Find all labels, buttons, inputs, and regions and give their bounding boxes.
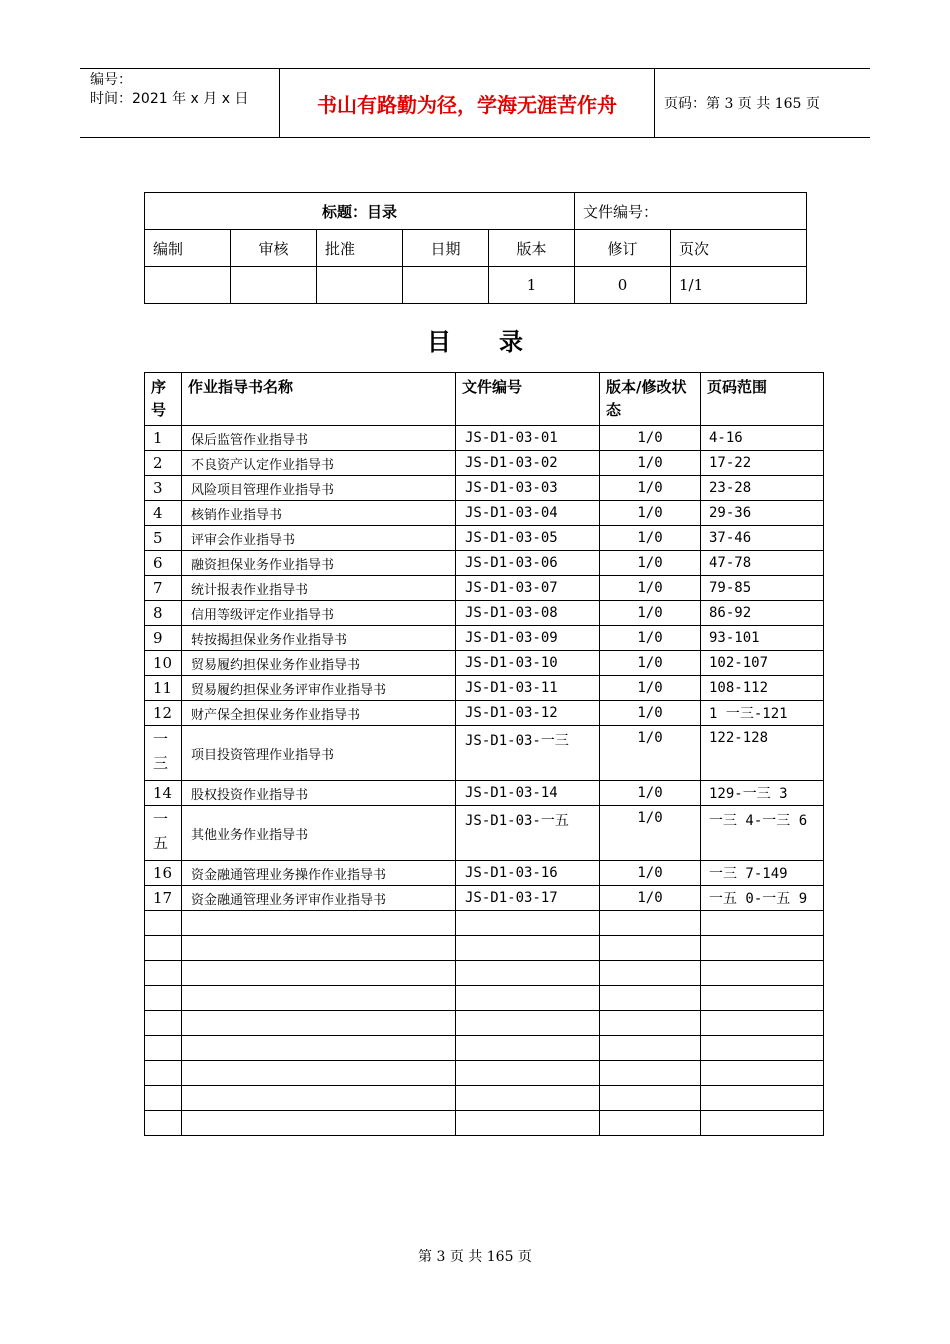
toc-empty-cell — [600, 986, 701, 1011]
toc-row-number: 一 五 — [145, 806, 182, 861]
toc-empty-cell — [701, 911, 824, 936]
toc-empty-cell — [145, 961, 182, 986]
toc-row-version: 1/0 — [600, 426, 701, 451]
toc-row — [145, 676, 824, 701]
toc-empty-row — [145, 911, 824, 936]
toc-empty-cell — [701, 1111, 824, 1136]
toc-empty-cell — [182, 1086, 456, 1111]
toc-empty-cell — [145, 1086, 182, 1111]
toc-row — [145, 651, 824, 676]
toc-row-code: JS-D1-03-10 — [456, 651, 600, 676]
meta-val — [317, 267, 403, 304]
toc-row-number: 12 — [145, 701, 182, 726]
meta-col: 日期 — [403, 230, 489, 267]
toc-row — [145, 601, 824, 626]
toc-header-no: 序号 — [145, 373, 182, 426]
toc-empty-cell — [600, 911, 701, 936]
meta-val — [231, 267, 317, 304]
toc-row-version: 1/0 — [600, 576, 701, 601]
toc-empty-cell — [456, 1086, 600, 1111]
toc-row-number: 1 — [145, 426, 182, 451]
toc-row — [145, 726, 824, 781]
toc-empty-cell — [701, 936, 824, 961]
meta-file-no: 文件编号： — [575, 193, 807, 230]
toc-row-version: 1/0 — [600, 626, 701, 651]
toc-row-version: 1/0 — [600, 726, 701, 781]
toc-empty-cell — [182, 911, 456, 936]
toc-empty-cell — [600, 1036, 701, 1061]
toc-row-pages: 29-36 — [701, 501, 824, 526]
toc-empty-cell — [182, 1111, 456, 1136]
toc-empty-cell — [701, 986, 824, 1011]
toc-empty-cell — [456, 911, 600, 936]
toc-row-name: 贸易履约担保业务评审作业指导书 — [182, 676, 456, 701]
toc-row-code: JS-D1-03-09 — [456, 626, 600, 651]
toc-row-pages: 4-16 — [701, 426, 824, 451]
toc-row-number: 3 — [145, 476, 182, 501]
toc-row-number: 一 三 — [145, 726, 182, 781]
toc-row-pages: 79-85 — [701, 576, 824, 601]
toc-row-name: 不良资产认定作业指导书 — [182, 451, 456, 476]
toc-row-version: 1/0 — [600, 476, 701, 501]
toc-row-name: 贸易履约担保业务作业指导书 — [182, 651, 456, 676]
toc-empty-cell — [600, 1011, 701, 1036]
toc-row-name: 核销作业指导书 — [182, 501, 456, 526]
meta-col: 审核 — [231, 230, 317, 267]
toc-empty-row — [145, 986, 824, 1011]
toc-row-pages: 122-128 — [701, 726, 824, 781]
toc-empty-row — [145, 961, 824, 986]
toc-row — [145, 576, 824, 601]
toc-header-row — [145, 373, 824, 426]
meta-col: 页次 — [671, 230, 807, 267]
toc-row-pages: 17-22 — [701, 451, 824, 476]
toc-row-pages: 23-28 — [701, 476, 824, 501]
toc-row-version: 1/0 — [600, 806, 701, 861]
toc-row-number: 9 — [145, 626, 182, 651]
toc-row-pages: 37-46 — [701, 526, 824, 551]
toc-empty-cell — [600, 1111, 701, 1136]
toc-row-pages: 47-78 — [701, 551, 824, 576]
toc-row-pages: 86-92 — [701, 601, 824, 626]
toc-empty-cell — [701, 1061, 824, 1086]
toc-row — [145, 781, 824, 806]
toc-empty-cell — [456, 936, 600, 961]
toc-row-name: 其他业务作业指导书 — [182, 806, 456, 861]
toc-empty-cell — [145, 1061, 182, 1086]
toc-empty-row — [145, 1111, 824, 1136]
document-title: 目录 — [427, 328, 571, 356]
meta-val — [145, 267, 231, 304]
toc-empty-cell — [182, 961, 456, 986]
toc-row-version: 1/0 — [600, 451, 701, 476]
toc-empty-cell — [145, 936, 182, 961]
header-motto: 书山有路勤为径，学海无涯苦作舟 — [280, 69, 655, 137]
toc-empty-cell — [456, 961, 600, 986]
toc-row — [145, 451, 824, 476]
toc-row-name: 转按揭担保业务作业指导书 — [182, 626, 456, 651]
toc-empty-cell — [145, 986, 182, 1011]
toc-row-code: JS-D1-03-17 — [456, 886, 600, 911]
meta-col: 批准 — [317, 230, 403, 267]
header-number: 编号： — [90, 72, 132, 88]
toc-row-version: 1/0 — [600, 501, 701, 526]
toc-row-code: JS-D1-03-02 — [456, 451, 600, 476]
toc-header-pages: 页码范围 — [701, 373, 824, 426]
toc-row-name: 股权投资作业指导书 — [182, 781, 456, 806]
meta-col: 修订 — [575, 230, 671, 267]
toc-header-name: 作业指导书名称 — [182, 373, 456, 426]
toc-row-code: JS-D1-03-一三 — [456, 726, 600, 781]
toc-row-version: 1/0 — [600, 551, 701, 576]
toc-row — [145, 886, 824, 911]
toc-row-name: 融资担保业务作业指导书 — [182, 551, 456, 576]
toc-row-code: JS-D1-03-03 — [456, 476, 600, 501]
toc-row — [145, 626, 824, 651]
toc-empty-cell — [600, 1061, 701, 1086]
meta-col: 编制 — [145, 230, 231, 267]
toc-row — [145, 426, 824, 451]
toc-empty-row — [145, 936, 824, 961]
toc-row-number: 7 — [145, 576, 182, 601]
toc-empty-row — [145, 1086, 824, 1111]
toc-empty-cell — [182, 1011, 456, 1036]
toc-row-code: JS-D1-03-04 — [456, 501, 600, 526]
toc-row — [145, 861, 824, 886]
toc-empty-cell — [145, 1011, 182, 1036]
toc-row-name: 资金融通管理业务评审作业指导书 — [182, 886, 456, 911]
toc-empty-cell — [600, 961, 701, 986]
toc-row-number: 4 — [145, 501, 182, 526]
toc-row-pages: 93-101 — [701, 626, 824, 651]
toc-empty-cell — [600, 936, 701, 961]
toc-row-version: 1/0 — [600, 781, 701, 806]
toc-row-code: JS-D1-03-07 — [456, 576, 600, 601]
toc-row-pages: 1 一三-121 — [701, 701, 824, 726]
toc-empty-cell — [182, 1036, 456, 1061]
toc-empty-cell — [456, 1036, 600, 1061]
toc-row-number: 16 — [145, 861, 182, 886]
meta-col: 版本 — [489, 230, 575, 267]
toc-row-number: 14 — [145, 781, 182, 806]
toc-empty-cell — [701, 1036, 824, 1061]
toc-row-pages: 102-107 — [701, 651, 824, 676]
toc-row — [145, 806, 824, 861]
meta-title: 标题：目录 — [145, 193, 575, 230]
toc-empty-cell — [182, 936, 456, 961]
toc-empty-cell — [456, 1061, 600, 1086]
page-footer: 第 3 页 共 165 页 — [418, 1249, 532, 1265]
toc-row-number: 10 — [145, 651, 182, 676]
toc-empty-cell — [701, 1086, 824, 1111]
toc-empty-cell — [701, 961, 824, 986]
header-time: 时间：2021 年 x 月 x 日 — [90, 91, 249, 107]
toc-row-code: JS-D1-03-11 — [456, 676, 600, 701]
toc-row-name: 保后监管作业指导书 — [182, 426, 456, 451]
toc-row — [145, 476, 824, 501]
toc-row-number: 5 — [145, 526, 182, 551]
toc-empty-row — [145, 1061, 824, 1086]
toc-empty-cell — [145, 1036, 182, 1061]
toc-row-name: 风险项目管理作业指导书 — [182, 476, 456, 501]
toc-row-name: 信用等级评定作业指导书 — [182, 601, 456, 626]
toc-header-code: 文件编号 — [456, 373, 600, 426]
toc-empty-cell — [701, 1011, 824, 1036]
toc-row-number: 2 — [145, 451, 182, 476]
toc-table — [144, 372, 824, 1136]
meta-val: 0 — [575, 267, 671, 304]
toc-row — [145, 501, 824, 526]
toc-row-version: 1/0 — [600, 701, 701, 726]
toc-row-version: 1/0 — [600, 676, 701, 701]
toc-row-version: 1/0 — [600, 526, 701, 551]
header-left — [80, 69, 280, 137]
document-meta-table — [144, 192, 807, 304]
toc-row-name: 统计报表作业指导书 — [182, 576, 456, 601]
toc-empty-cell — [456, 986, 600, 1011]
header-page-info: 页码：第 3 页 共 165 页 — [664, 96, 820, 112]
page-header — [80, 68, 870, 138]
toc-empty-row — [145, 1036, 824, 1061]
toc-empty-cell — [456, 1011, 600, 1036]
toc-row-number: 6 — [145, 551, 182, 576]
toc-empty-cell — [145, 911, 182, 936]
toc-row — [145, 526, 824, 551]
toc-row — [145, 551, 824, 576]
toc-row-code: JS-D1-03-01 — [456, 426, 600, 451]
toc-header-version: 版本/修改状态 — [600, 373, 701, 426]
toc-row-name: 财产保全担保业务作业指导书 — [182, 701, 456, 726]
toc-row-code: JS-D1-03-一五 — [456, 806, 600, 861]
toc-row-number: 8 — [145, 601, 182, 626]
toc-empty-cell — [145, 1111, 182, 1136]
toc-row-version: 1/0 — [600, 601, 701, 626]
toc-row-pages: 129-一三 3 — [701, 781, 824, 806]
toc-row-name: 评审会作业指导书 — [182, 526, 456, 551]
toc-empty-cell — [182, 986, 456, 1011]
toc-row-number: 17 — [145, 886, 182, 911]
toc-row-pages: 一三 4-一三 6 — [701, 806, 824, 861]
toc-row-name: 资金融通管理业务操作作业指导书 — [182, 861, 456, 886]
toc-row-code: JS-D1-03-14 — [456, 781, 600, 806]
toc-row-version: 1/0 — [600, 886, 701, 911]
toc-row-version: 1/0 — [600, 861, 701, 886]
toc-row-code: JS-D1-03-06 — [456, 551, 600, 576]
toc-row-code: JS-D1-03-12 — [456, 701, 600, 726]
toc-empty-cell — [456, 1111, 600, 1136]
toc-row-pages: 一三 7-149 — [701, 861, 824, 886]
toc-row — [145, 701, 824, 726]
meta-val: 1/1 — [671, 267, 807, 304]
meta-val: 1 — [489, 267, 575, 304]
toc-row-code: JS-D1-03-05 — [456, 526, 600, 551]
meta-val — [403, 267, 489, 304]
toc-empty-row — [145, 1011, 824, 1036]
toc-row-pages: 108-112 — [701, 676, 824, 701]
toc-empty-cell — [182, 1061, 456, 1086]
toc-row-code: JS-D1-03-16 — [456, 861, 600, 886]
toc-row-name: 项目投资管理作业指导书 — [182, 726, 456, 781]
toc-row-pages: 一五 0-一五 9 — [701, 886, 824, 911]
toc-row-number: 11 — [145, 676, 182, 701]
toc-empty-cell — [600, 1086, 701, 1111]
toc-row-code: JS-D1-03-08 — [456, 601, 600, 626]
toc-row-version: 1/0 — [600, 651, 701, 676]
